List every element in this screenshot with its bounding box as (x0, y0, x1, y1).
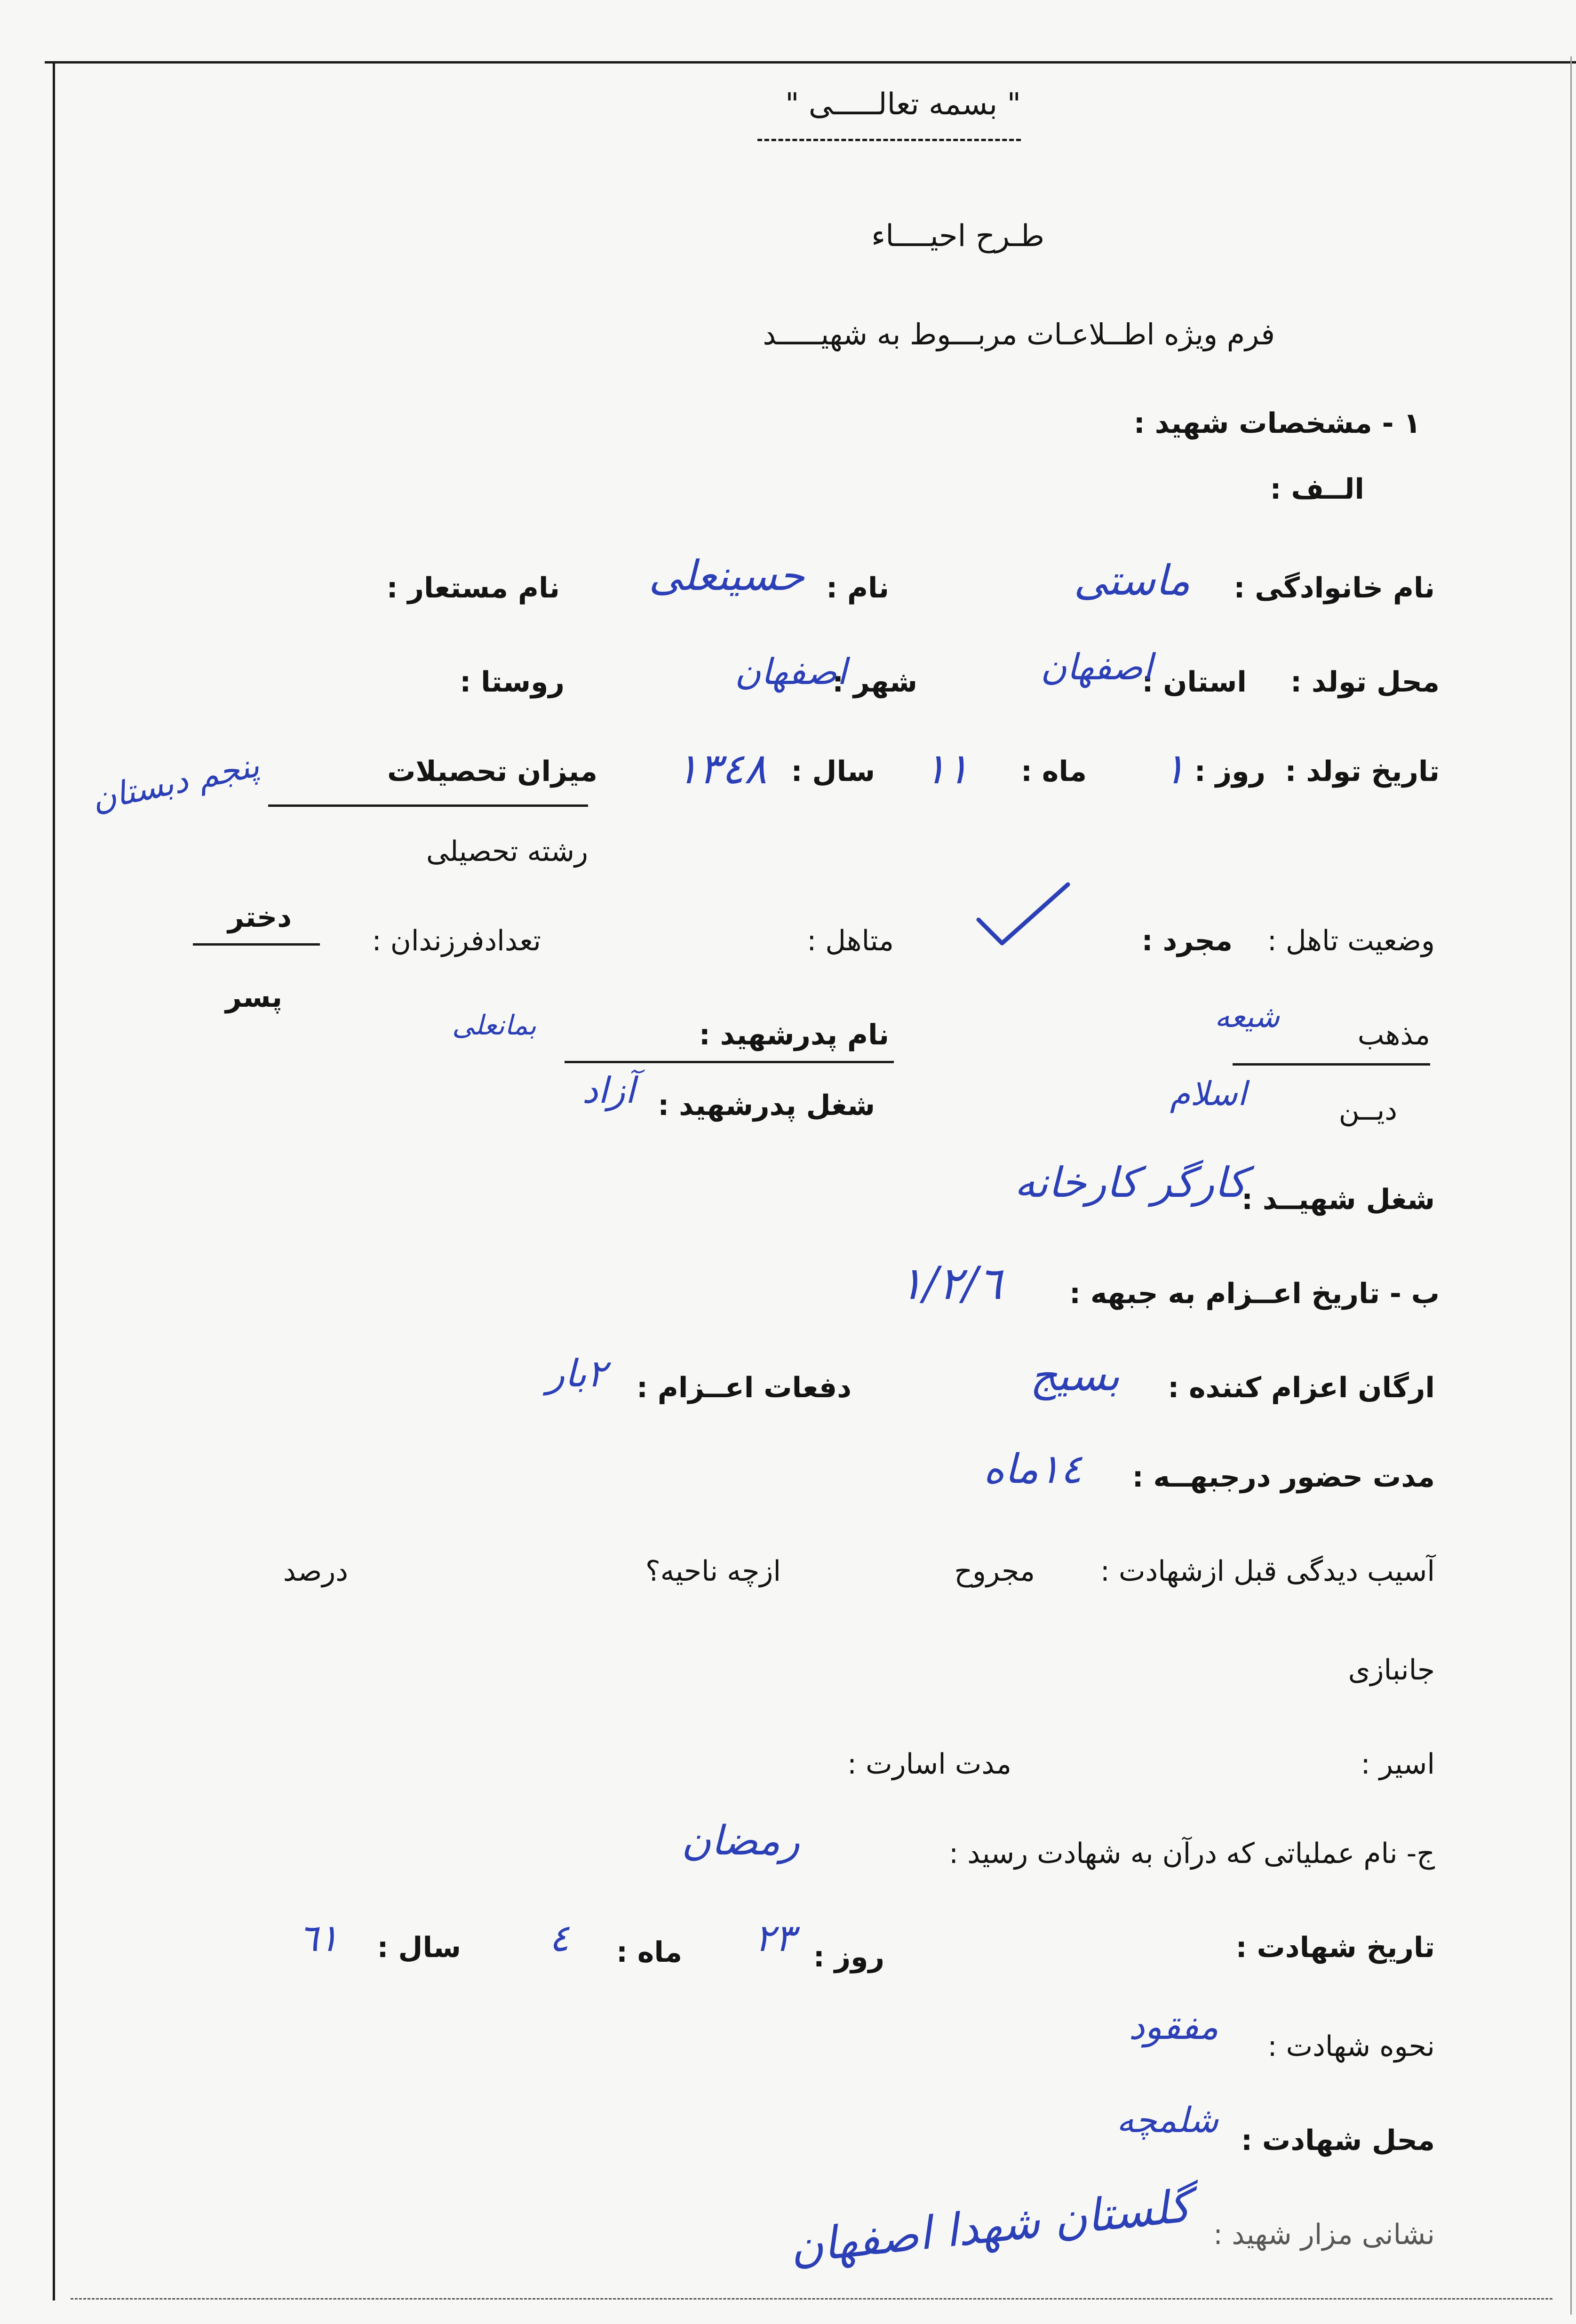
border-left-line (53, 61, 55, 2300)
religion-label: ديــن (1338, 1094, 1397, 1127)
martyrdom-year-value: ٦١ (298, 1916, 339, 1960)
single-label: مجرد : (1141, 924, 1233, 957)
education-value: پنجم دبستان (88, 745, 263, 819)
dispatch-count-label: دفعات اعــزام : (637, 1371, 852, 1404)
which-area-label: ازچه ناحيه؟ (645, 1555, 781, 1588)
education-underline (268, 804, 588, 807)
father-job-value: آزاد (582, 1069, 635, 1111)
family-name-label: نام خانوادگى : (1234, 572, 1435, 605)
first-name-label: نام : (826, 572, 889, 605)
dispatch-date-label: ب - تاريخ اعــزام به جبهه : (1069, 1277, 1440, 1310)
front-duration-label: مدت حضور درجبهــه : (1132, 1461, 1435, 1494)
birth-month-value: ١١ (923, 744, 969, 794)
single-checkmark-icon (974, 880, 1073, 950)
province-label: استان : (1142, 666, 1247, 699)
province-value: اصفهان (1040, 646, 1153, 688)
father-name-value: بمانعلى (452, 1009, 536, 1041)
field-of-study-label: رشته تحصيلى (426, 835, 588, 868)
dispatching-org-value: بسيج (1030, 1351, 1120, 1401)
city-value: اصفهان (734, 651, 847, 692)
birth-day-value: ١ (1162, 744, 1186, 794)
grave-address-label: نشانى مزار شهيد : (1213, 2218, 1435, 2251)
martyrdom-day-label: روز : (813, 1941, 884, 1974)
border-bottom-line (71, 2298, 1552, 2300)
invocation-underline (757, 139, 1021, 141)
sect-underline (1233, 1063, 1430, 1066)
martyrdom-month-label: ماه : (616, 1936, 682, 1969)
children-divider-line (193, 943, 320, 946)
daughter-label: دختر (228, 901, 292, 934)
martyrdom-place-value: شلمچه (1116, 2100, 1218, 2141)
border-top-line (45, 61, 1576, 64)
birthplace-label: محل تولد : (1290, 666, 1440, 699)
martyrdom-how-label: نحوه شهادت : (1267, 2030, 1435, 2063)
alias-label: نام مستعار : (386, 572, 560, 605)
veteran-label: جانبازى (1348, 1654, 1435, 1687)
son-label: پسر (225, 981, 282, 1014)
martyrdom-day-value: ٢٣ (755, 1916, 795, 1960)
dispatch-count-value: ٢بار (546, 1352, 607, 1395)
father-name-underline (565, 1061, 894, 1063)
birth-year-value: ١٣٤٨ (676, 744, 767, 794)
dispatching-org-label: ارگان اعزام كننده : (1168, 1371, 1435, 1404)
operation-name-label: ج- نام عملياتى كه درآن به شهادت رسيد : (948, 1837, 1435, 1870)
birth-day-label: روز : (1194, 755, 1266, 788)
father-name-label: نام پدرشهيد : (699, 1019, 889, 1051)
family-name-value: ماستى (1074, 556, 1190, 605)
martyr-job-label: شغل شهيــد : (1242, 1183, 1435, 1216)
martyr-job-value: كارگر كارخانه (1014, 1158, 1247, 1207)
martyrdom-date-label: تاريخ شهادت : (1235, 1931, 1435, 1964)
married-label: متاهل : (807, 924, 894, 957)
city-label: شهر : (832, 666, 917, 699)
invocation-text: " بسمه تعالـــــى " (785, 87, 1021, 122)
captive-label: اسير : (1361, 1748, 1435, 1781)
birth-month-label: ماه : (1021, 755, 1087, 788)
martyrdom-how-value: مفقود (1129, 2006, 1218, 2047)
village-label: روستا : (460, 666, 565, 699)
birth-date-label: تاريخ تولد : (1285, 755, 1440, 788)
grave-address-value: گلستان شهدا اصفهان (787, 2179, 1193, 2274)
martyrdom-year-label: سال : (377, 1931, 461, 1964)
num-children-label: تعدادفرزندان : (372, 924, 541, 957)
dispatch-date-value: ١/٢/٦ (899, 1257, 1002, 1310)
section-alef-label: الــف : (1270, 473, 1364, 506)
front-duration-value: ١٤ماه (983, 1446, 1082, 1493)
injury-before-label: آسيب ديدگى قبل ازشهادت : (1100, 1555, 1435, 1588)
sect-value: شيعه (1214, 1000, 1280, 1035)
first-name-value: حسينعلى (649, 551, 804, 600)
operation-name-value: رمضان (681, 1817, 800, 1864)
martyrdom-month-value: ٤ (549, 1916, 569, 1960)
sect-label: مذهب (1357, 1019, 1430, 1051)
plan-title: طـرح احيــــاء (871, 219, 1044, 254)
border-right-line (1570, 56, 1572, 2315)
form-title: فرم ويژه اطــلاعـات مربـــوط به شهيـــــد (763, 317, 1275, 351)
father-job-label: شغل پدرشهيد : (658, 1089, 875, 1122)
wounded-label: مجروح (954, 1555, 1035, 1588)
religion-value: اسلام (1170, 1074, 1247, 1113)
captivity-duration-label: مدت اسارت : (847, 1748, 1011, 1781)
martyrdom-place-label: محل شهادت : (1241, 2124, 1435, 2157)
section-1-heading: ١ - مشخصات شهيد : (1133, 407, 1421, 440)
education-level-label: ميزان تحصيلات (387, 755, 597, 788)
birth-year-label: سال : (791, 755, 875, 788)
marital-status-label: وضعيت تاهل : (1267, 924, 1435, 957)
percent-label: درصد (283, 1555, 348, 1588)
